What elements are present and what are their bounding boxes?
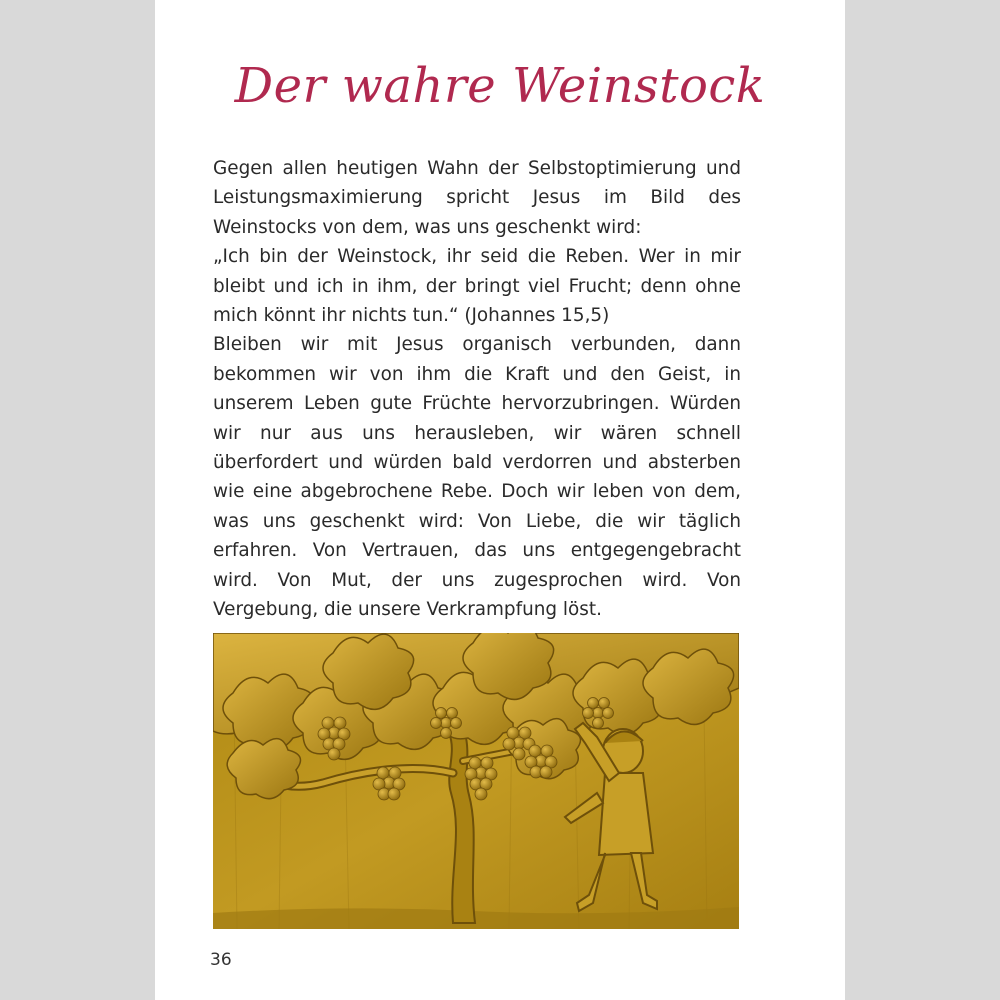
book-page xyxy=(155,0,845,1000)
paragraph-intro: Gegen allen heutigen Wahn der Selbstoptimierung und Leistungsmaximierung spricht Jesus im Bild des Weinstocks von dem, was uns geschenkt wird: xyxy=(213,158,741,238)
body-text xyxy=(213,154,741,625)
paragraph-main: Bleiben wir mit Jesus organisch verbunden, dann bekommen wir von ihm die Kraft und den Geist, in unserem Leben gute Früchte hervorzubringen. Würden wir nur aus uns herausleben, wir wären schnell überfordert und würden bald verdorren und absterben wie eine abgebrochene Rebe. Doch wir leben von dem, was uns geschenkt wird: Von Liebe, die wir täglich erfahren. Von Vertrauen, das uns entgegengebracht wird. Von Mut, der uns zugesprochen wird. Von Vergebung, die unsere Verkrampfung löst. xyxy=(213,334,741,621)
wood-carving-image xyxy=(213,633,739,929)
vine-carving-illustration xyxy=(213,633,739,929)
page-title: Der wahre Weinstock xyxy=(234,58,766,114)
page-number: 36 xyxy=(210,950,232,970)
paragraph-quote: „Ich bin der Weinstock, ihr seid die Reben. Wer in mir bleibt und ich in ihm, der bringt viel Frucht; denn ohne mich könnt ihr nichts tun.“ (Johannes 15,5) xyxy=(213,246,741,327)
